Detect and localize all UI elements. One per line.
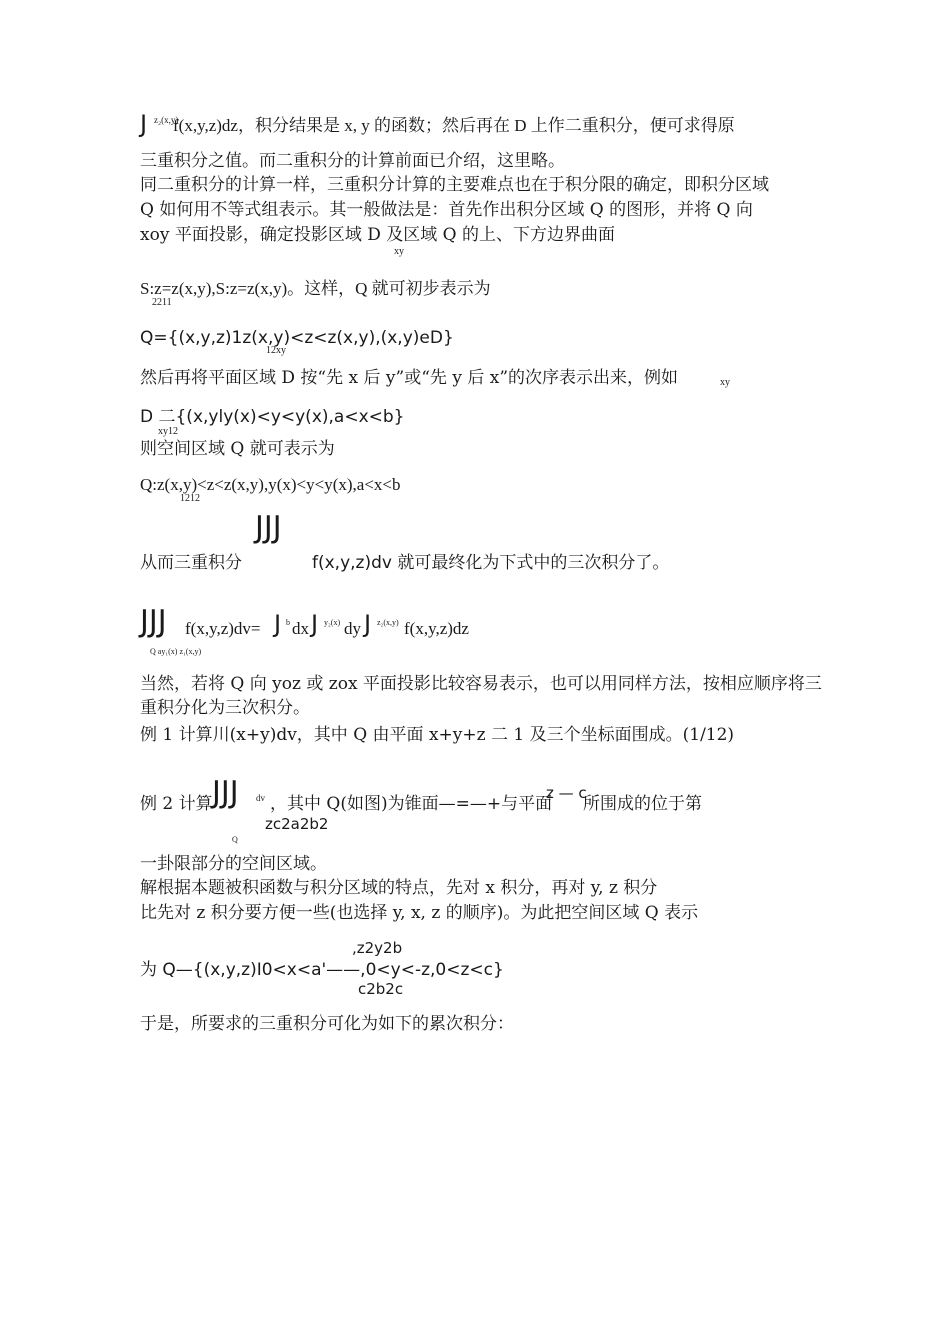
example-2-text: ，其中 Q(如图)为锥面—=—+与平面 — [270, 794, 553, 814]
text-line-10: 则空间区域 Q 就可表示为 — [140, 439, 335, 459]
fraction-numerator: ,z2y2b — [352, 939, 403, 957]
example-1: 例 1 计算川(x+y)dv，其中 Q 由平面 x+y+z 二 1 及三个坐标面围成。(1/12) — [140, 725, 735, 745]
region-label: Q — [232, 835, 238, 844]
plane-equation: z — c — [546, 784, 587, 802]
text-line-3: 同二重积分的计算一样，三重积分计算的主要难点也在于积分限的确定，即积分区域 — [140, 175, 769, 195]
subscript: xy12 — [158, 426, 178, 437]
fraction-denominator: c2b2c — [358, 980, 404, 998]
integral-sign: J — [274, 610, 282, 638]
subscript: 1212 — [180, 493, 200, 504]
formula-d-set: D 二{(x,yly(x)<y<y(x),a<x<b} — [140, 407, 405, 427]
integral-upper-limit: z₂(x,y) — [154, 115, 179, 125]
triple-integral-sign: JJJ — [140, 604, 167, 639]
example-2-label: 例 2 计算 — [140, 794, 213, 814]
text-line-22: 于是，所要求的三重积分可化为如下的累次积分： — [140, 1014, 514, 1034]
upper-limit: z₂(x,y) — [377, 618, 399, 627]
triple-integral-sign: JJJ — [255, 510, 282, 545]
text-line-5: xoy 平面投影，确定投影区域 D 及区域 Q 的上、下方边界曲面 — [140, 225, 616, 245]
text-line-15: 重积分化为三次积分。 — [140, 698, 310, 718]
text-line-12a: 从而三重积分 — [140, 553, 242, 573]
formula-part: dx — [292, 619, 309, 638]
formula-part: f(x,y,z)dv= — [185, 619, 261, 638]
subscript: 12xy — [266, 345, 286, 356]
text-line-2: 三重积分之值。而二重积分的计算前面已介绍，这里略。 — [140, 151, 565, 171]
integral-sign: J — [140, 110, 148, 138]
upper-limit: y₂(x) — [324, 618, 341, 627]
cone-fraction: zc2a2b2 — [265, 815, 329, 833]
lower-limits: Q ay₁(x) z₁(x,y) — [150, 647, 202, 656]
text-line-4: Q 如何用不等式组表示。其一般做法是：首先作出积分区域 Q 的图形，并将 Q 向 — [140, 200, 753, 220]
dv-label: dv — [256, 793, 265, 803]
upper-limit: b — [286, 618, 290, 627]
text-line-8: 然后再将平面区域 D 按“先 x 后 y”或“先 y 后 x”的次序表示出来，例如 — [140, 368, 679, 388]
subscript: 2211 — [152, 297, 172, 308]
text-line-14: 当然，若将 Q 向 yoz 或 zox 平面投影比较容易表示，也可以用同样方法，按相应顺序将三 — [140, 674, 822, 694]
integral-sign: J — [364, 610, 372, 638]
formula-part: dy — [344, 619, 361, 638]
formula-part: f(x,y,z)dz — [404, 619, 469, 638]
formula-q-set: Q={(x,y,z)1z(x,y)<z<z(x,y),(x,y)eD} — [140, 328, 454, 348]
text-line-6: S:z=z(x,y),S:z=z(x,y)。这样，Q 就可初步表示为 — [140, 279, 491, 298]
text-line-12b: f(x,y,z)dv 就可最终化为下式中的三次积分了。 — [312, 553, 670, 573]
formula-region-q: 为 Q—{(x,y,z)I0<x<a'——,0<y<-z,0<z<c} — [140, 960, 504, 980]
text-line-20: 比先对 z 积分要方便一些(也选择 y, x, z 的顺序)。为此把空间区域 Q 表示 — [140, 903, 699, 923]
subscript: xy — [720, 377, 730, 388]
integral-sign: J — [311, 610, 319, 638]
text-line-18: 一卦限部分的空间区域。 — [140, 854, 327, 874]
text-line-1: f(x,y,z)dz，积分结果是 x, y 的函数；然后再在 D 上作二重积分，便可求得原 — [173, 116, 735, 135]
subscript: xy — [394, 246, 404, 257]
text-line-19: 解根据本题被积函数与积分区域的特点，先对 x 积分，再对 y, z 积分 — [140, 878, 658, 898]
triple-integral-sign: JJJ — [212, 775, 239, 810]
formula-q-region: Q:z(x,y)<z<z(x,y),y(x)<y<y(x),a<x<b — [140, 475, 401, 494]
example-2-text-end: 所围成的位于第 — [583, 794, 702, 814]
